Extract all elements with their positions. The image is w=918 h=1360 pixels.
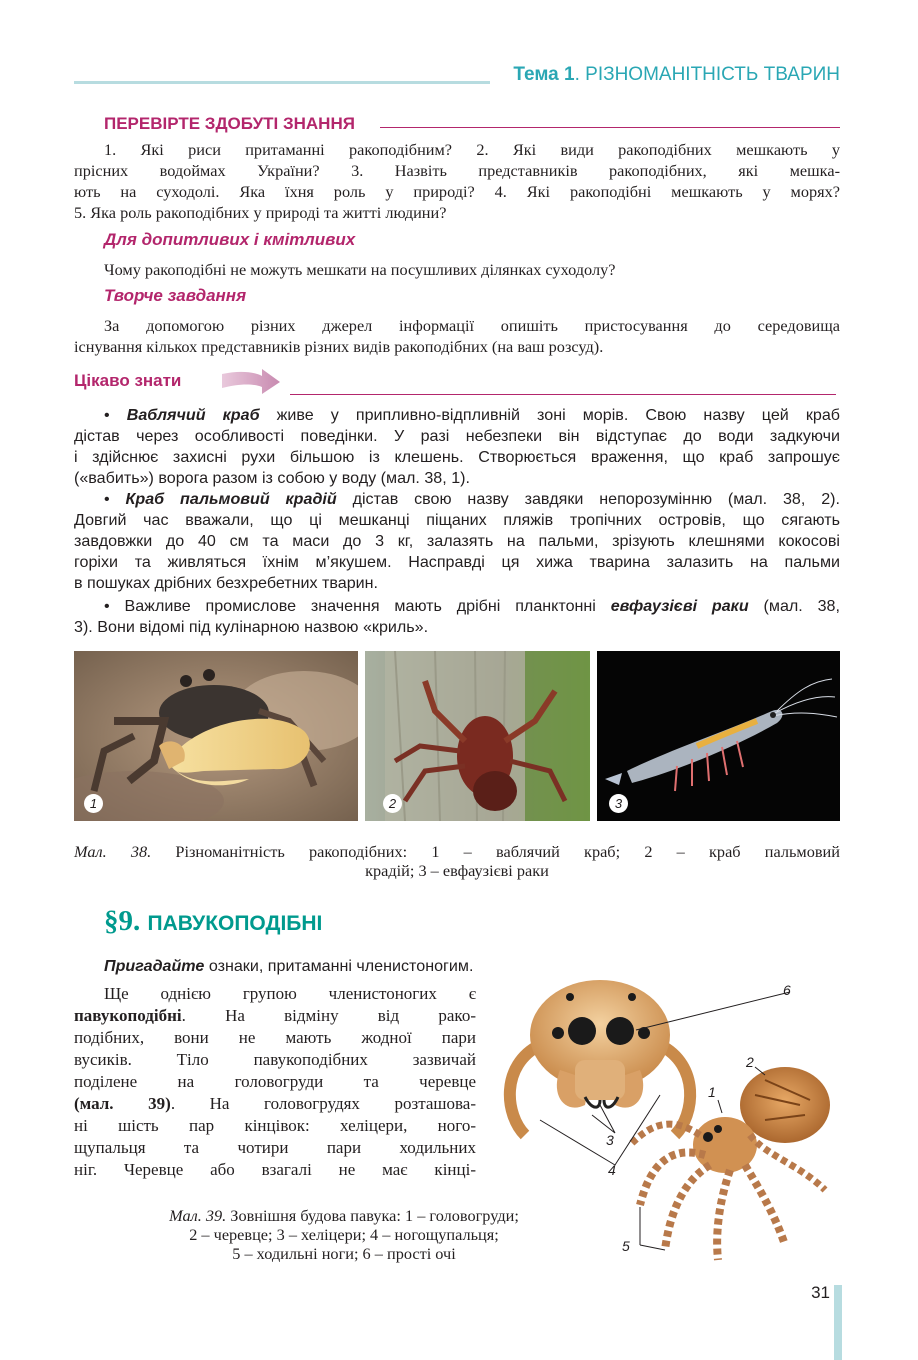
label-5: 5: [622, 1238, 630, 1254]
spiders-line-7: ні шість пар кінцівок: хеліцери, ного-: [74, 1116, 476, 1135]
figure39-caption-line-2: 2 – черевце; 3 – хеліцери; 4 – ногощупальця;: [189, 1225, 499, 1244]
check-line-2: прісних водоймах України? 3. Назвіть представників ракоподібних, які мешка-: [74, 161, 840, 180]
figure38-caption-text-1: Різноманітність ракоподібних: 1 – ваблячий краб; 2 – краб пальмовий: [151, 842, 840, 861]
section-number: §9.: [104, 905, 141, 937]
krill-first-line: [104, 596, 840, 617]
topic-label: Тема 1: [513, 64, 575, 85]
photo-number-1: 1: [84, 794, 103, 813]
fiddler-line-4: («вабить») ворога разом із собою у воду (мал. 38, 1).: [74, 469, 470, 487]
photo-number-2: 2: [383, 794, 402, 813]
coconut-line-2: Довгий час вважали, що ці мешканці піщаних пляжів тропічних островів, що сягають: [74, 511, 840, 529]
coconut-line-3: завдовжки до 40 см та маси до 3 кг, залазять на пальми, зрізують клешнями кокосові: [74, 532, 840, 550]
spiders-line-1: Ще однією групою членистоногих є: [104, 984, 476, 1003]
spiders-line-6: [74, 1093, 476, 1115]
fiddler-line-2: дістав через особливості поведінки. У разі небезпеки він відступає до води задкуючи: [74, 427, 840, 445]
label-2: 2: [746, 1054, 754, 1070]
label-6: 6: [783, 982, 791, 998]
recall-term: Пригадайте: [104, 957, 205, 975]
check-knowledge-rule: [380, 127, 840, 128]
figure38-caption-line-1: [74, 841, 840, 862]
krill-first-post: (мал. 38,: [748, 597, 840, 615]
krill-term: евфаузієві раки: [610, 597, 749, 615]
recall-text: ознаки, притаманні членистоногим.: [204, 957, 474, 975]
spiders-fig-ref: (мал. 39): [74, 1094, 171, 1113]
spiders-line-2: [74, 1005, 476, 1027]
spiders-line-6-rest: . На головогрудях розташова-: [170, 1094, 476, 1113]
creative-line-1: За допомогою різних джерел інформації опишіть пристосування до середовища: [104, 316, 840, 335]
fiddler-crab-image: [74, 651, 358, 821]
page-number: 31: [811, 1283, 830, 1302]
krill-photo: [597, 651, 840, 821]
page-edge-bar: [834, 1285, 842, 1360]
label-4: 4: [608, 1162, 616, 1178]
spiders-line-4: вусиків. Тіло павукоподібних зазвичай: [74, 1050, 476, 1069]
fiddler-line-3: і здійснює захисні рухи більшою із клешень. Створюється враження, що краб запрошує: [74, 448, 840, 466]
curious-question: Чому ракоподібні не можуть мешкати на посушливих ділянках суходолу?: [104, 260, 616, 279]
spider-head-front: [510, 980, 690, 1135]
krill-first-pre: Важливе промислове значення мають дрібні планктонні: [109, 597, 611, 615]
check-knowledge-heading: ПЕРЕВІРТЕ ЗДОБУТІ ЗНАННЯ: [104, 114, 355, 133]
bullet: •: [104, 490, 110, 508]
curious-heading: Для допитливих і кмітливих: [104, 230, 356, 249]
creative-heading: Творче завдання: [104, 286, 247, 305]
coconut-term: Краб пальмовий крадій: [125, 490, 337, 508]
spiders-line-3: подібних, вони не мають жодної пари: [74, 1028, 476, 1047]
spiders-line-2-rest: . На відміну від рако-: [181, 1006, 476, 1025]
fiddler-crab-photo: [74, 651, 358, 821]
running-header: [490, 64, 840, 86]
check-line-1: 1. Які риси притаманні ракоподібним? 2. Які види ракоподібних мешкають у: [104, 140, 840, 159]
header-rule: [74, 81, 490, 84]
fiddler-term: Ваблячий краб: [126, 406, 260, 424]
figure38-caption-line-2: крадій; 3 – евфаузієві раки: [365, 861, 549, 880]
photo-number-3: 3: [609, 794, 628, 813]
spiders-line-9: ніг. Черевце або взагалі не має кінці-: [74, 1160, 476, 1179]
spiders-line-5: поділене на головогруди та черевце: [74, 1072, 476, 1091]
coconut-crab-photo: [365, 651, 590, 821]
check-line-3: ють на суходолі. Яка їхня роль у природі? 4. Які ракоподібні мешкають у морях?: [74, 182, 840, 201]
topic-title: . РІЗНОМАНІТНІСТЬ ТВАРИН: [574, 64, 840, 85]
figure39-caption-line-1: [74, 1206, 614, 1225]
coconut-first-line: [104, 489, 840, 510]
bullet: •: [104, 597, 110, 615]
figure39-caption-line-3: 5 – ходильні ноги; 6 – прості очі: [232, 1244, 456, 1263]
creative-line-2: існування кількох представників різних видів ракоподібних (на ваш розсуд).: [74, 337, 604, 356]
interesting-rule: [290, 394, 836, 395]
bullet: •: [104, 406, 110, 424]
krill-image: [597, 651, 840, 821]
fiddler-first-line: [104, 405, 840, 426]
label-1: 1: [708, 1084, 716, 1100]
section-title: [104, 905, 322, 938]
figure39-caption: [74, 1206, 614, 1263]
interesting-heading: Цікаво знати: [74, 371, 182, 390]
section-name: ПАВУКОПОДІБНІ: [147, 912, 323, 935]
spider-body: [630, 1067, 830, 1260]
recall-line: [104, 956, 870, 977]
spiders-line-8: щупальця та чотири пари ходильних: [74, 1138, 476, 1157]
fiddler-first-rest: живе у припливно-відпливній зоні морів. Свою назву цей краб: [259, 406, 840, 424]
figure39-label: Мал. 39.: [169, 1206, 227, 1225]
figure38-label: Мал. 38.: [74, 842, 152, 861]
coconut-line-4: горіхи та живляться їхнім м’якушем. Насправді ця хижа тварина залазить на пальми: [74, 553, 840, 571]
spiders-term: павукоподібні: [74, 1006, 182, 1025]
coconut-line-5: в пошуках дрібних безхребетних тварин.: [74, 574, 379, 592]
check-line-4: 5. Яка роль ракоподібних у природі та житті людини?: [74, 203, 447, 222]
krill-line-2: 3). Вони відомі під кулінарною назвою «криль».: [74, 618, 429, 636]
arrow-icon: [220, 366, 282, 396]
label-3: 3: [606, 1132, 614, 1148]
figure39-caption-text-1: Зовнішня будова павука: 1 – головогруди;: [226, 1206, 519, 1225]
coconut-first-rest: дістав свою назву завдяки непорозумінню (мал. 38, 2).: [336, 490, 840, 508]
